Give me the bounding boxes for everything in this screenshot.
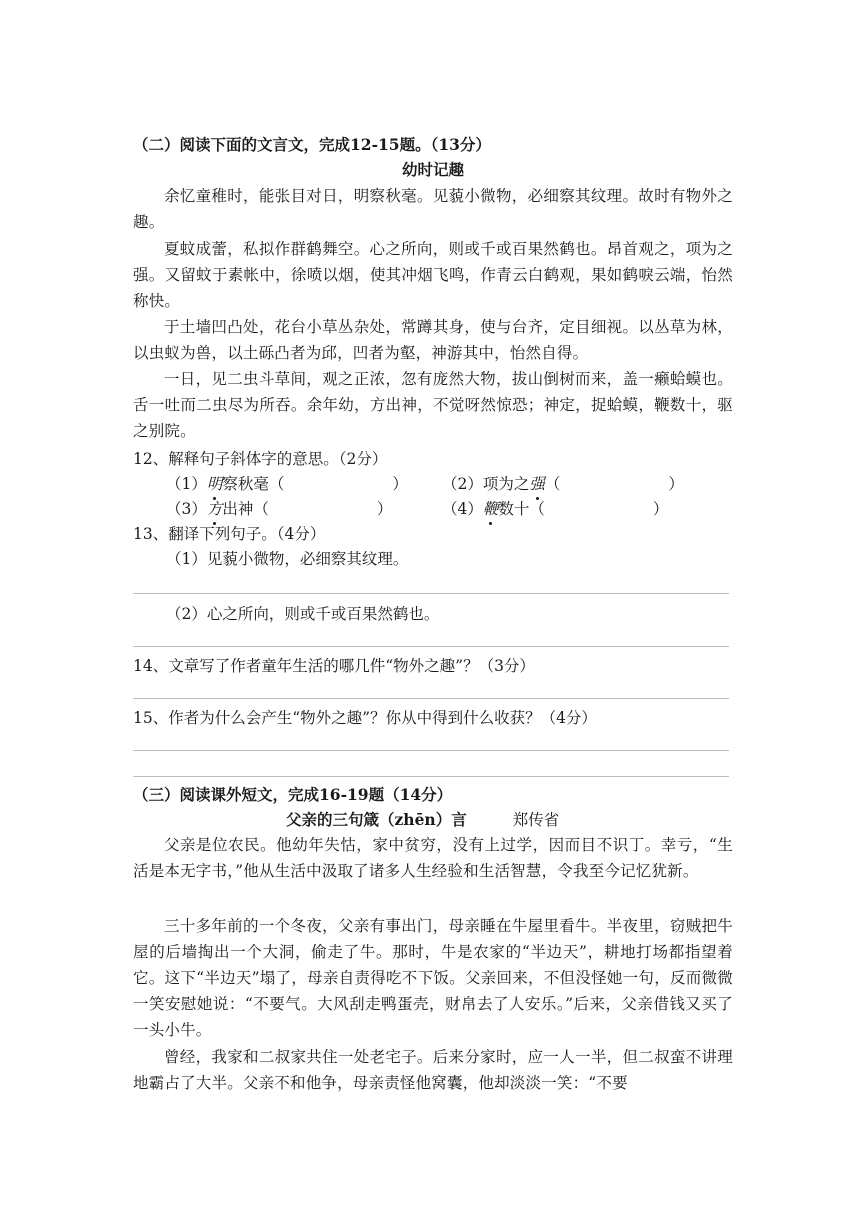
answer-line[interactable] bbox=[133, 646, 729, 647]
q12-item-2: （2）项为之强（ ） bbox=[442, 475, 684, 493]
section2-paragraph-2: 夏蚊成蕾，私拟作群鹤舞空。心之所向，则或千或百果然鹤也。昂首观之，项为之强。又留蚊于素帐中，徐喷以烟，使其冲烟飞鸣，作青云白鹤观，果如鹤唳云端，怡然称快。 bbox=[133, 240, 733, 310]
q13-sentence-1: （1）见藐小微物，必细察其纹理。 bbox=[166, 550, 409, 568]
section2-title: 幼时记趣 bbox=[401, 160, 464, 179]
q12-item-4: （4）鞭数十（ ） bbox=[442, 500, 669, 518]
q12-item-1-emphasis: 明 bbox=[206, 475, 223, 493]
answer-line[interactable] bbox=[133, 776, 729, 777]
section3-paragraph-1: 父亲是位农民。他幼年失怙，家中贫穷，没有上过学，因而目不识丁。幸亏，“生活是本无字书，”他从生活中汲取了诸多人生经验和生活智慧，令我至今记忆犹新。 bbox=[133, 836, 733, 880]
q12-stem: 12、解释句子斜体字的意思。（2分） bbox=[133, 450, 388, 468]
article-author: 郑传省 bbox=[512, 811, 560, 829]
q14-stem: 14、文章写了作者童年生活的哪几件“物外之趣”？（3分） bbox=[133, 657, 535, 675]
q12-item-4-emphasis: 鞭 bbox=[482, 500, 499, 518]
section2-paragraph-4: 一日，见二虫斗草间，观之正浓，忽有庞然大物，拔山倒树而来，盖一癞蛤蟆也。舌一吐而二虫尽为所吞。余年幼，方出神，不觉呀然惊恐；神定，捉蛤蟆，鞭数十，驱之别院。 bbox=[133, 370, 733, 440]
section3-title bbox=[286, 810, 559, 830]
section3-paragraph-3: 曾经，我家和二叔家共住一处老宅子。后来分家时，应一人一半，但二叔蛮不讲理地霸占了大半。父亲不和他争，母亲责怪他窝囊，他却淡淡一笑：“不要 bbox=[133, 1048, 733, 1092]
q12-item-1: （1）明察秋毫（ ） bbox=[166, 475, 408, 493]
section2-paragraph-1: 余忆童稚时，能张目对日，明察秋毫。见藐小微物，必细察其纹理。故时有物外之趣。 bbox=[133, 187, 733, 231]
q13-stem: 13、翻译下列句子。（4分） bbox=[133, 525, 326, 543]
section3-paragraph-2: 三十多年前的一个冬夜，父亲有事出门，母亲睡在牛屋里看牛。半夜里，窃贼把牛屋的后墙掏出一个大洞，偷走了牛。那时，牛是农家的“半边天”，耕地打场都指望着它。这下“半边天”塌了，母亲自责得吃不下饭。父亲回来，不但没怪她一句，反而微微一笑安慰她说：“不要气。大风刮走鸭蛋壳，财帛去了人安乐。”后来，父亲借钱又买了一头小牛。 bbox=[133, 917, 733, 1039]
q13-sentence-2: （2）心之所向，则或千或百果然鹤也。 bbox=[166, 605, 440, 623]
answer-line[interactable] bbox=[133, 750, 729, 751]
q12-item-3: （3）方出神（ ） bbox=[166, 500, 393, 518]
answer-line[interactable] bbox=[133, 593, 729, 594]
section2-paragraph-3: 于土墙凹凸处，花台小草丛杂处，常蹲其身，使与台齐，定目细视。以丛草为林，以虫蚁为兽，以土砾凸者为邱，凹者为壑，神游其中，怡然自得。 bbox=[133, 318, 733, 362]
section2-heading: （二）阅读下面的文言文，完成12-15题。（13分） bbox=[133, 135, 491, 154]
article-title: 父亲的三句箴（zhēn）言 bbox=[286, 810, 467, 829]
section3-heading: （三）阅读课外短文，完成16-19题（14分） bbox=[133, 785, 453, 804]
q15-stem: 15、作者为什么会产生“物外之趣”？你从中得到什么收获？（4分） bbox=[133, 709, 597, 727]
q12-item-3-emphasis: 方 bbox=[206, 500, 223, 518]
q12-item-2-emphasis: 强 bbox=[529, 475, 545, 493]
answer-line[interactable] bbox=[133, 698, 729, 699]
